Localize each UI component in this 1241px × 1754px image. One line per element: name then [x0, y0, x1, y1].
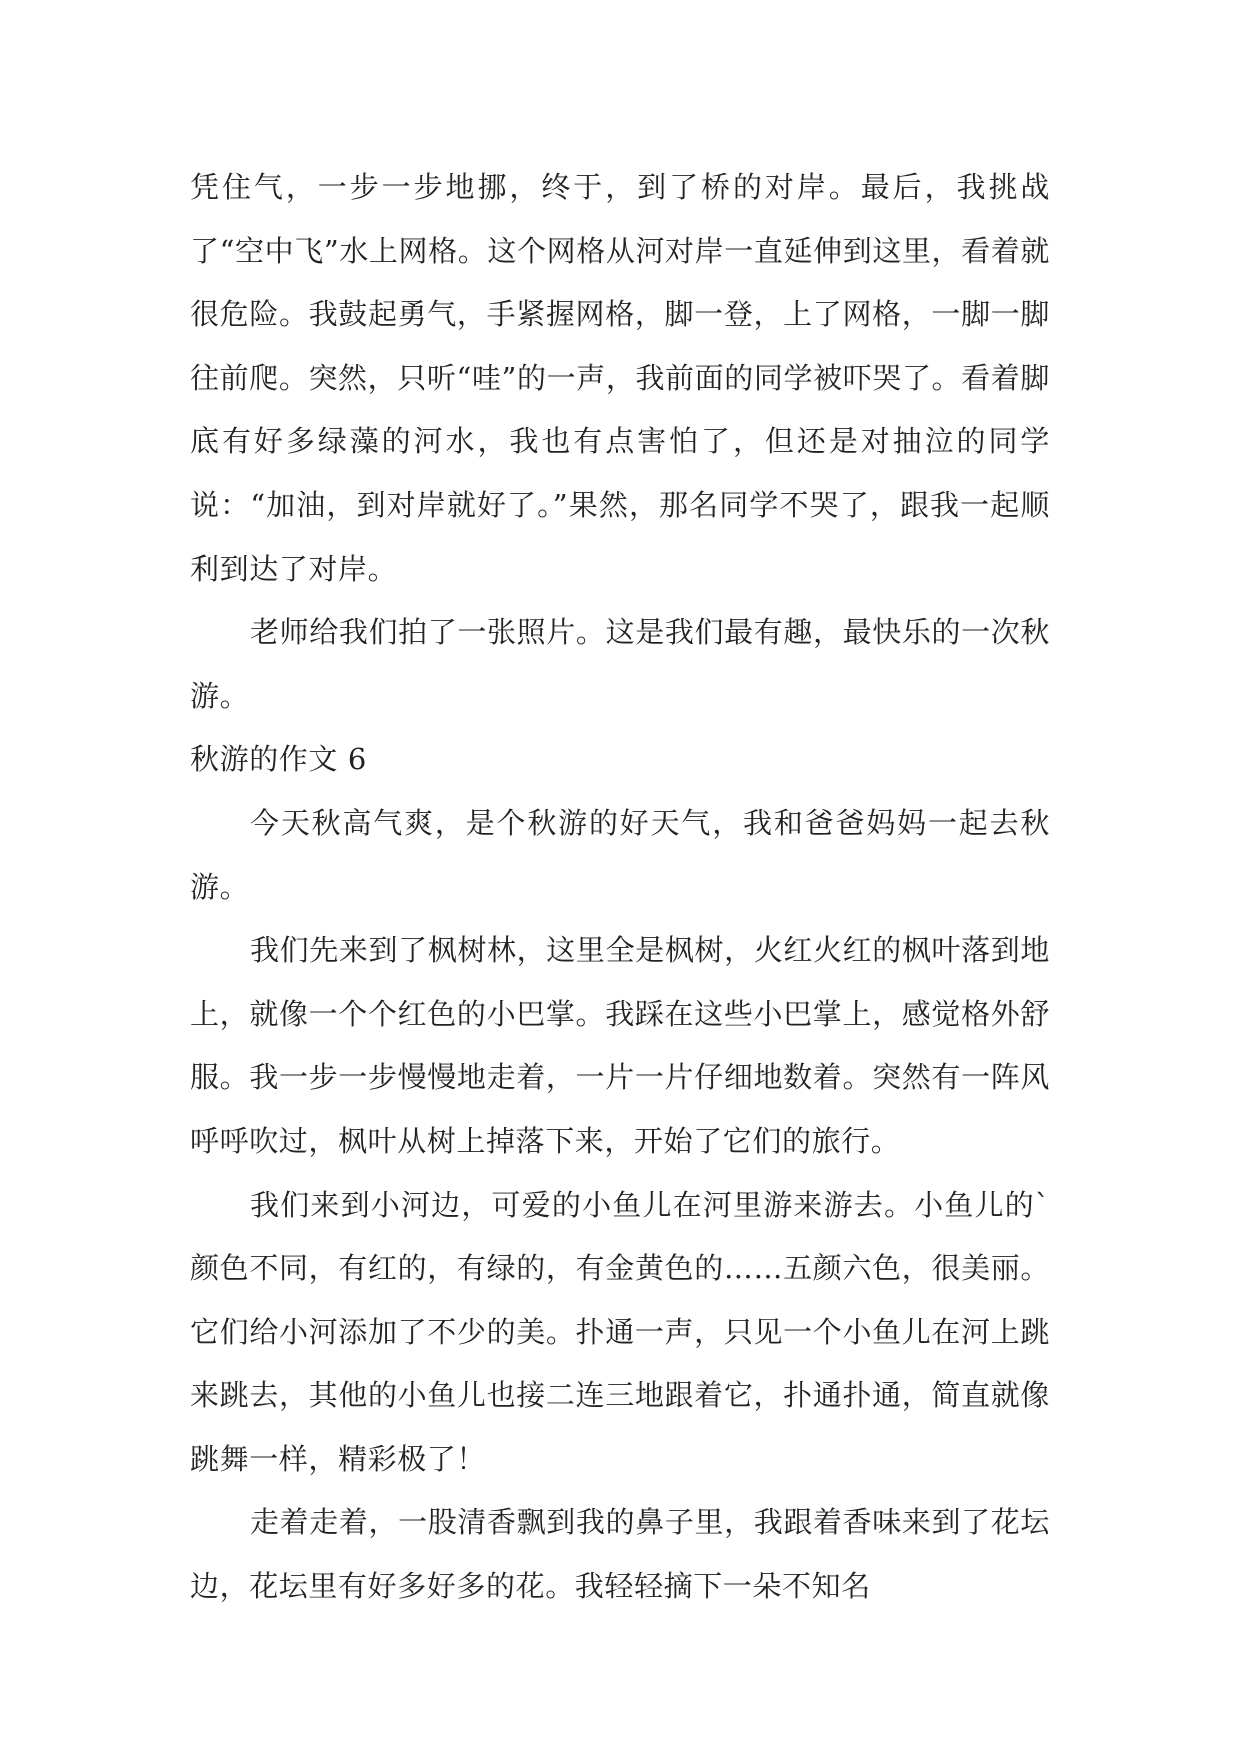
document-body: [190, 156, 1050, 1619]
paragraph-river-fish: 我们来到小河边，可爱的小鱼儿在河里游来游去。小鱼儿的`颜色不同，有红的，有绿的，有金黄色的……五颜六色，很美丽。它们给小河添加了不少的美。扑通一声，只见一个小鱼儿在河上跳来跳去，其他的小鱼儿也接二连三地跟着它，扑通扑通，简直就像跳舞一样，精彩极了！: [190, 1187, 1050, 1476]
paragraph-flower-bed: 走着走着，一股清香飘到我的鼻子里，我跟着香味来到了花坛边，花坛里有好多好多的花。我轻轻摘下一朵不知名: [190, 1505, 1050, 1604]
paragraph-weather: 今天秋高气爽，是个秋游的好天气，我和爸爸妈妈一起去秋游。: [190, 805, 1050, 904]
section-heading: 秋游的作文 6: [190, 742, 367, 777]
paragraph-photo: 老师给我们拍了一张照片。这是我们最有趣，最快乐的一次秋游。: [190, 615, 1050, 713]
paragraph-maple-forest: 我们先来到了枫树林，这里全是枫树，火红火红的枫叶落到地上，就像一个个红色的小巴掌。我踩在这些小巴掌上，感觉格外舒服。我一步一步慢慢地走着，一片一片仔细地数着。突然有一阵风呼呼吹过，枫叶从树上掉落下来，开始了它们的旅行。: [190, 933, 1050, 1158]
paragraph-bridge-crossing: 凭住气，一步一步地挪，终于，到了桥的对岸。最后，我挑战了“空中飞”水上网格。这个网格从河对岸一直延伸到这里，看着就很危险。我鼓起勇气，手紧握网格，脚一登，上了网格，一脚一脚往前爬。突然，只听“哇”的一声，我前面的同学被吓哭了。看着脚底有好多绿藻的河水，我也有点害怕了，但还是对抽泣的同学说：“加油，到对岸就好了。”果然，那名同学不哭了，跟我一起顺利到达了对岸。: [190, 170, 1050, 586]
